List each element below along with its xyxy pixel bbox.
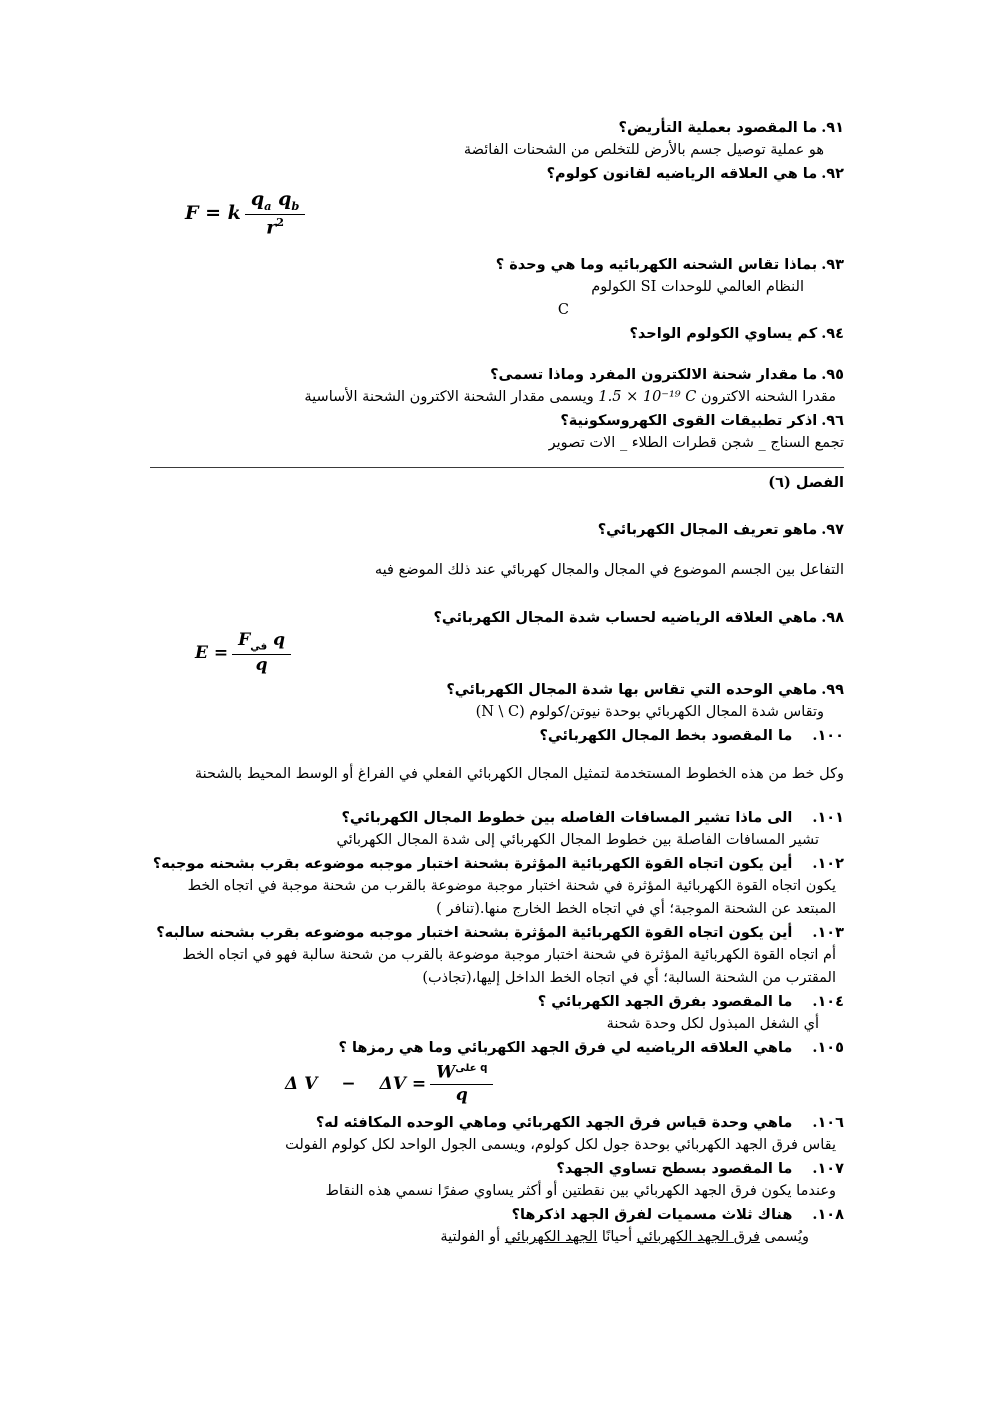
question-101: [150, 806, 844, 829]
question-97-number: ٩٧.: [821, 521, 844, 539]
sub-fi: في: [250, 641, 268, 653]
answer-95: [150, 386, 844, 409]
question-104: [150, 990, 844, 1013]
question-91: [150, 116, 844, 139]
question-99: [150, 678, 844, 701]
question-107: [150, 1157, 844, 1180]
var-w: W: [436, 1062, 456, 1083]
question-103-text: أين يكون اتجاه القوة الكهربائية المؤثرة بشحنة اختبار موجبه موضوعه بقرب بشحنه سالبه؟: [156, 923, 793, 941]
question-104-number: ١٠٤.: [812, 992, 844, 1010]
question-107-number: ١٠٧.: [812, 1160, 844, 1178]
var-q2: q: [278, 188, 292, 210]
sub-a: a: [264, 198, 272, 213]
fraction: [245, 189, 306, 239]
var-q1: q: [250, 188, 265, 210]
question-105: [150, 1036, 844, 1059]
question-95-text: ما مقدار شحنة الالكترون المفرد وماذا تسمى؟: [490, 366, 818, 384]
question-94: [150, 322, 844, 345]
question-100-text: ما المقصود بخط المجال الكهربائي؟: [539, 726, 793, 744]
answer-93-line1: النظام العالمي للوحدات SI الكولوم: [591, 279, 804, 296]
var-f: F: [238, 630, 251, 651]
formula-lhs: E =: [195, 642, 229, 663]
sup-ala-q: على q: [455, 1062, 488, 1074]
fraction: [232, 631, 291, 676]
dash: −: [341, 1073, 356, 1094]
delta-v-equals: ΔV =: [379, 1073, 427, 1094]
question-106-number: ١٠٦.: [812, 1114, 844, 1132]
question-108-number: ١٠٨.: [812, 1206, 844, 1224]
question-105-number: ١٠٥.: [812, 1038, 844, 1056]
question-94-text: كم يساوي الكولوم الواحد؟: [629, 325, 818, 343]
question-93: [150, 253, 844, 276]
question-98: [150, 606, 844, 629]
chapter-heading: الفصل (٦): [768, 474, 844, 492]
question-105-text: ماهي العلاقه الرياضيه لي فرق الجهد الكهربائي وما هي رمزها ؟: [338, 1038, 793, 1056]
question-107-text: ما المقصود بسطح تساوي الجهد؟: [556, 1160, 793, 1178]
formula-body: [195, 631, 295, 676]
answer-108: [150, 1226, 844, 1249]
question-108: [150, 1203, 844, 1226]
answer-108-underlined1: فرق الجهد الكهربائي: [636, 1229, 760, 1246]
question-92-number: ٩٢.: [821, 165, 844, 182]
electric-field-formula: [150, 631, 844, 676]
answer-104: أي الشغل المبذول لكل وحدة شحنة: [606, 1015, 819, 1032]
answer-99: [150, 701, 844, 724]
formula-body: [285, 1063, 497, 1106]
answer-108-part2: أحيانًا: [597, 1229, 637, 1246]
question-100-number: ١٠٠.: [812, 726, 844, 744]
question-101-text: الى ماذا تشير المسافات الفاصله بين خطوط المجال الكهربائي؟: [341, 808, 793, 826]
answer-102: يكون اتجاه القوة الكهربائية المؤثرة في شحنة اختبار موجبة موضوعة بالقرب من شحنة موجبة في اتجاه الخط المبتعد عن الشحنة الموجبة؛ أي في اتجاه الخط الخارج منها.(تنافر ): [187, 877, 836, 917]
answer-100: وكل خط من هذه الخطوط المستخدمة لتمثيل المجال الكهربائي الفعلي في الفراغ أو الوسط المحيط بالشحنة: [194, 765, 844, 782]
question-98-number: ٩٨.: [821, 609, 844, 627]
question-102: [150, 852, 844, 875]
var-q: q: [273, 630, 285, 651]
answer-99-text: وتقاس شدة المجال الكهربائي بوحدة نيوتن/كولوم: [529, 703, 824, 720]
answer-101: تشير المسافات الفاصلة بين خطوط المجال الكهربائي إلى شدة المجال الكهربائي: [336, 831, 819, 848]
electron-charge-value: 1.5 × 10⁻¹⁹ C: [598, 389, 697, 406]
question-106: [150, 1111, 844, 1134]
potential-difference-formula: [150, 1063, 844, 1106]
question-100: [150, 724, 844, 747]
question-101-number: ١٠١.: [812, 808, 844, 826]
question-99-number: ٩٩.: [821, 680, 844, 698]
fraction: [430, 1063, 493, 1106]
question-94-number: ٩٤.: [821, 325, 844, 343]
question-96-text: اذكر تطبيقات القوى الكهروسكونية؟: [560, 412, 818, 430]
answer-108-part3: أو الفولتية: [440, 1229, 505, 1246]
answer-96: تجمع السناج _ شجن قطرات الطلاء _ الات تصوير: [548, 435, 844, 452]
den-q: q: [455, 1084, 468, 1105]
formula-body: [185, 189, 309, 239]
formula-lhs: F = k: [185, 202, 241, 225]
question-96: [150, 409, 844, 432]
question-96-number: ٩٦.: [821, 412, 844, 430]
answer-95-post: ويسمى مقدار الشحنة الاكترون الشحنة الأساسية: [304, 389, 594, 406]
delta-v-symbol: Δ V: [285, 1073, 318, 1094]
question-98-text: ماهي العلاقه الرياضيه لحساب شدة المجال الكهربائي؟: [433, 609, 818, 627]
question-92-text: ما هي العلاقه الرياضيه لقانون كولوم؟: [546, 165, 818, 182]
var-r: r: [266, 216, 277, 239]
answer-106: يقاس فرق الجهد الكهربائي بوحدة جول لكل كولوم، ويسمى الجول الواحد لكل كولوم الفولت: [285, 1137, 836, 1154]
answer-108-underlined2: الجهد الكهربائي: [504, 1229, 598, 1246]
answer-107: وعندما يكون فرق الجهد الكهربائي بين نقطتين أو أكثر يساوي صفرًا نسمي هذه النقاط: [325, 1183, 836, 1200]
answer-95-pre: مقدرا الشحنه الاكترون: [700, 389, 836, 406]
question-103: [150, 921, 844, 944]
answer-103: أم اتجاه القوة الكهربائية المؤثرة في شحنة اختبار موجبة موضوعة بالقرب من شحنة سالبة فهو في اتجاه الخط المقترب من الشحنة السالبة؛ أي في اتجاه الخط الداخل إليها،(تجاذب): [182, 946, 836, 986]
question-95-number: ٩٥.: [821, 366, 844, 384]
question-95: [150, 363, 844, 386]
newton-per-coulomb-unit: (N \ C): [475, 703, 525, 720]
question-91-text: ما المقصود بعملية التأريض؟: [618, 119, 818, 136]
question-97-text: ماهو تعريف المجال الكهربائي؟: [597, 521, 818, 539]
question-106-text: ماهي وحدة قياس فرق الجهد الكهربائي وماهي الوحده المكافئه له؟: [315, 1114, 793, 1132]
answer-108-part1: ويُسمى: [759, 1229, 809, 1246]
question-104-text: ما المقصود بفرق الجهد الكهربائي ؟: [537, 992, 793, 1010]
question-97: [150, 518, 844, 541]
question-102-text: أين يكون اتجاه القوة الكهربائية المؤثرة بشحنة اختبار موجبه موضوعه بقرب بشحنه موجبه؟: [152, 854, 793, 872]
question-99-text: ماهي الوحده التي تقاس بها شدة المجال الكهربائي؟: [446, 680, 818, 698]
question-108-text: هناك ثلاث مسميات لفرق الجهد اذكرها؟: [511, 1206, 793, 1224]
sub-b: b: [291, 198, 300, 213]
coulomb-law-formula: [150, 189, 844, 239]
question-103-number: ١٠٣.: [812, 923, 844, 941]
answer-97: التفاعل بين الجسم الموضوع في المجال والمجال كهربائي عند ذلك الموضع فيه: [374, 562, 844, 579]
question-92: [150, 162, 844, 185]
question-91-number: ٩١.: [821, 119, 844, 136]
question-102-number: ١٠٢.: [812, 854, 844, 872]
answer-91: هو عملية توصيل جسم بالأرض للتخلص من الشحنات الفائضة: [463, 142, 824, 158]
exp-2: 2: [276, 214, 285, 229]
den-q: q: [255, 655, 268, 676]
answer-93-line2: C: [557, 302, 569, 319]
question-93-text: بماذا تقاس الشحنه الكهربائيه وما هي وحدة ؟: [495, 256, 818, 274]
question-93-number: ٩٣.: [821, 256, 844, 274]
